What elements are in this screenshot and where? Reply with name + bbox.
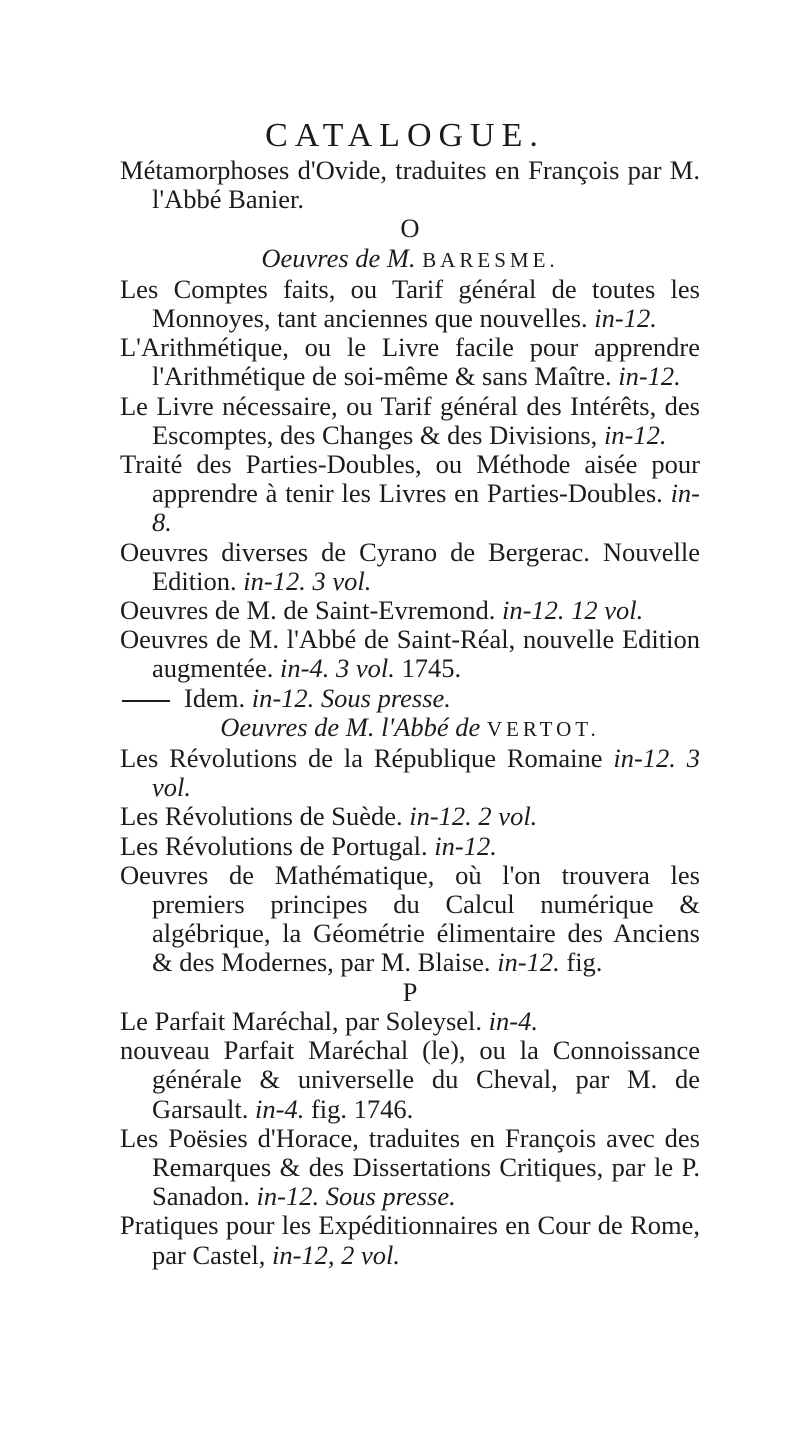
entry-text: Pratiques pour les Expéditionnaires en Cour de Rome, par Castel, <box>120 1210 700 1270</box>
heading-prefix: Oeuvres de M. <box>261 242 416 273</box>
entry-text: Le Parfait Maréchal, par Soleysel. <box>120 1005 483 1036</box>
entry-format: in-12. 12 vol. <box>501 595 644 626</box>
catalogue-entry <box>120 625 700 683</box>
section-letter: P <box>402 976 418 1007</box>
entry-format: in-12. Sous presse. <box>251 682 451 713</box>
entry-text: Métamorphoses d'Ovide, traduites en François par M. l'Abbé Banier. <box>120 155 700 215</box>
entry-text: Idem. <box>184 682 246 713</box>
catalogue-entry <box>120 156 700 214</box>
entry-text: Oeuvres diverses de Cyrano de Bergerac. Nouvelle Edition. <box>120 536 700 596</box>
page-title: CATALOGUE. <box>265 117 545 154</box>
author-heading <box>120 244 700 275</box>
entry-format: in-12. <box>243 565 306 596</box>
entry-format: in-12. <box>497 947 560 978</box>
entry-format: in-8. <box>152 478 700 538</box>
entry-text: Oeuvres de M. l'Abbé de Saint-Réal, nouvelle Edition augmentée. <box>120 624 700 684</box>
catalogue-entry <box>120 596 700 625</box>
entry-format: in-12. <box>603 419 667 450</box>
heading-prefix: Oeuvres de M. l'Abbé de <box>220 711 481 742</box>
author-heading <box>120 713 700 744</box>
entry-text: L'Arithmétique, ou le Livre facile pour apprendre l'Arithmétique de soi-même & sans Maître. <box>120 332 700 392</box>
catalogue-entry <box>120 392 700 450</box>
entry-text: nouveau Parfait Maréchal (le), ou la Connoissance générale & universelle du Cheval, par M. de Garsault. <box>120 1035 700 1124</box>
heading-author: BARESME. <box>422 247 559 272</box>
entry-format: in-4. 3 vol. <box>280 653 395 684</box>
entry-format: in-12. <box>594 303 657 334</box>
catalogue-entry <box>120 1124 700 1212</box>
entry-text: Le Livre nécessaire, ou Tarif général des Intérêts, des Escomptes, des Changes & des Divisions, <box>120 390 700 450</box>
catalogue-entry <box>120 275 700 333</box>
entry-text: Traité des Parties-Doubles, ou Méthode aisée pour apprendre à tenir les Livres en Parties-Doubles. <box>120 449 700 509</box>
entry-text: Oeuvres de Mathématique, où l'on trouvera les premiers principes du Calcul numérique & algébrique, la Géométrie élimentaire des Anciens & des Modernes, par M. Blaise. <box>120 859 700 978</box>
entry-text: Les Révolutions de Suède. <box>120 801 403 832</box>
entry-text: Oeuvres de M. de Saint-Evremond. <box>120 595 496 626</box>
catalogue-list <box>120 156 700 1270</box>
catalogue-entry <box>120 744 700 802</box>
entry-text: Les Révolutions de Portugal. <box>120 830 428 861</box>
entry-format: in-12. 2 vol. <box>409 801 538 832</box>
heading-author: VERTOT. <box>486 716 600 741</box>
entry-text: Les Révolutions de la République Romaine <box>120 743 603 774</box>
entry-volumes: 3 vol. <box>312 565 372 596</box>
entry-format: in-12, 2 vol. <box>271 1239 401 1270</box>
entry-format: in-4. <box>255 1093 305 1124</box>
catalogue-entry <box>120 802 700 831</box>
ditto-dash <box>122 700 170 702</box>
entry-year: 1745. <box>401 653 462 684</box>
entry-text: Les Comptes faits, ou Tarif général de toutes les Monnoyes, tant anciennes que nouvelles. <box>120 273 700 334</box>
catalogue-entry <box>120 832 700 861</box>
section-letter: O <box>400 213 420 244</box>
entry-text: Les Poësies d'Horace, traduites en François avec des Remarques & des Dissertations Critiques, par le P. Sanadon. <box>120 1122 700 1212</box>
entry-extra: fig. <box>566 947 603 978</box>
entry-format: in-4. <box>488 1005 538 1036</box>
catalogue-entry <box>120 861 700 978</box>
catalogue-entry <box>120 538 700 596</box>
catalogue-entry <box>120 1211 700 1269</box>
entry-format: in-12. <box>618 361 681 392</box>
entry-format: in-12. 3 vol. <box>152 743 701 803</box>
entry-format: in-12. Sous presse. <box>256 1181 456 1212</box>
catalogue-entry <box>120 333 700 391</box>
catalogue-entry <box>120 1036 700 1124</box>
entry-extra: fig. 1746. <box>310 1093 414 1124</box>
catalogue-entry <box>120 684 700 713</box>
entry-format: in-12. <box>434 830 497 861</box>
catalogue-entry <box>120 450 700 538</box>
catalogue-entry <box>120 1007 700 1036</box>
